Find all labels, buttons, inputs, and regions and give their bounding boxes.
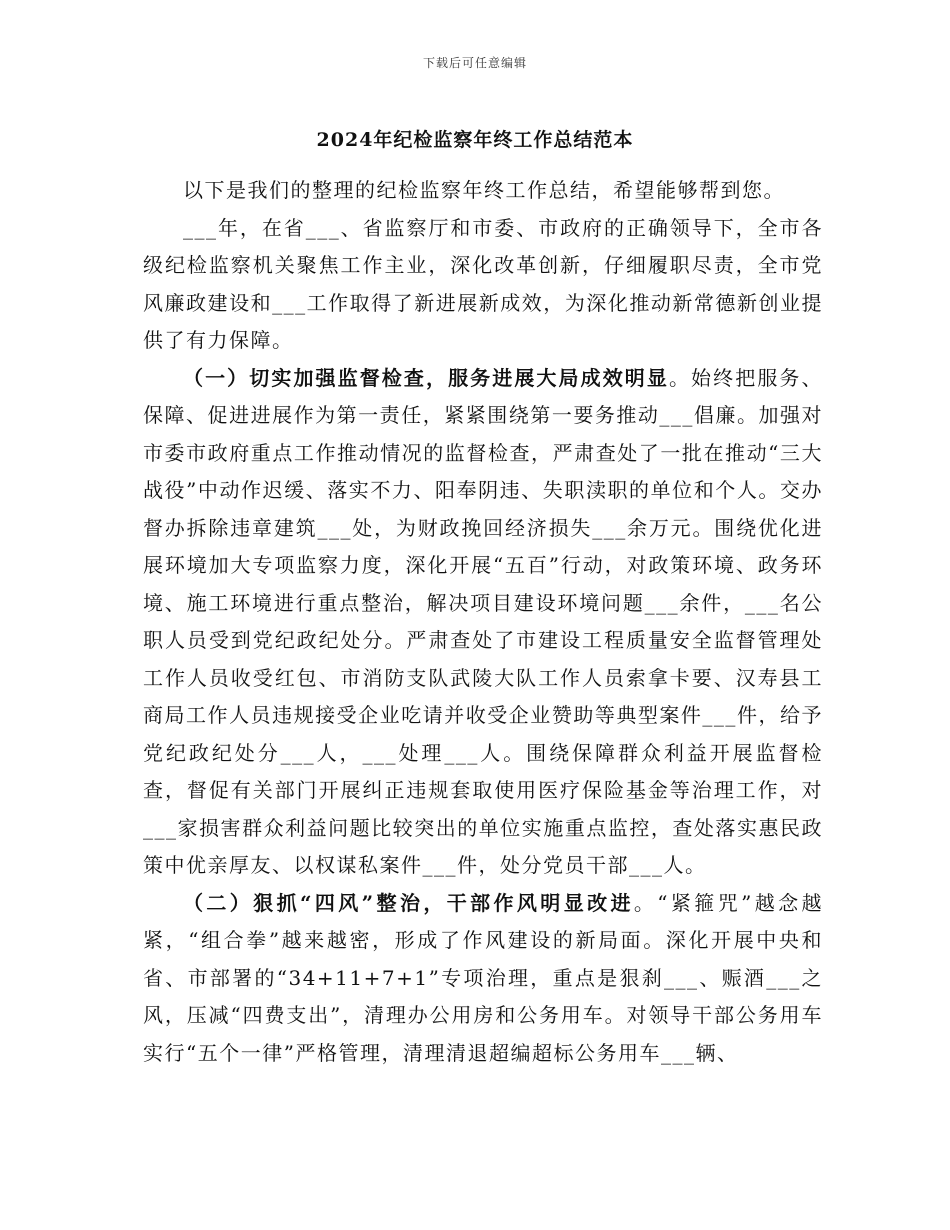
paragraph-text: ___年，在省___、省监察厅和市委、市政府的正确领导下，全市各级纪检监察机关聚焦工作主业，深化改革创新，仔细履职尽责，全市党风廉政建设和___工作取得了新进展新成效，为深化推动新常德新创业提供了有力保障。 bbox=[143, 215, 823, 352]
header-note: 下载后可任意编辑 bbox=[422, 56, 527, 70]
document-body bbox=[143, 172, 823, 1072]
paragraph-text: 以下是我们的整理的纪检监察年终工作总结，希望能够帮到您。 bbox=[183, 178, 785, 202]
section-one-paragraph bbox=[143, 360, 823, 885]
section-heading: （二）狠抓“四风”整治，干部作风明显改进 bbox=[183, 890, 634, 915]
paragraph-text: 。始终把服务、保障、促进进展作为第一责任，紧紧围绕第一要务推动___倡廉。加强对市委市政府重点工作推动情况的监督检查，严肃查处了一批在推动“三大战役”中动作迟缓、落实不力、阳奉阴违、失职渎职的单位和个人。交办督办拆除违章建筑___处，为财政挽回经济损失___余万元。围绕优化进展环境加大专项监察力度，深化开展“五百”行动，对政策环境、政务环境、施工环境进行重点整治，解决项目建设环境问题___余件，___名公职人员受到党纪政纪处分。严肃查处了市建设工程质量安全监督管理处工作人员收受红包、市消防支队武陵大队工作人员索拿卡要、汉寿县工商局工作人员违规接受企业吃请并收受企业赞助等典型案件___件，给予党纪政纪处分___人，___处理___人。围绕保障群众利益开展监督检查，督促有关部门开展纠正违规套取使用医疗保险基金等治理工作，对___家损害群众利益问题比较突出的单位实施重点监控，查处落实惠民政策中优亲厚友、以权谋私案件___件，处分党员干部___人。 bbox=[143, 365, 824, 877]
section-two-paragraph bbox=[143, 885, 823, 1073]
section-heading: （一）切实加强监督检查，服务进展大局成效明显 bbox=[183, 365, 669, 390]
intro-paragraph bbox=[143, 172, 823, 210]
paragraph-text: 。“紧箍咒”越念越紧，“组合拳”越来越密，形成了作风建设的新局面。深化开展中央和省、市部署的“34+11+7+1”专项治理，重点是狠刹___、赈酒___之风，压减“四费支出”，清理办公用房和公务用车。对领导干部公务用车实行“五个一律”严格管理，清理清退超编超标公务用车___辆、 bbox=[143, 890, 823, 1065]
overview-paragraph bbox=[143, 210, 823, 360]
page-title: 2024年纪检监察年终工作总结范本 bbox=[316, 129, 634, 151]
